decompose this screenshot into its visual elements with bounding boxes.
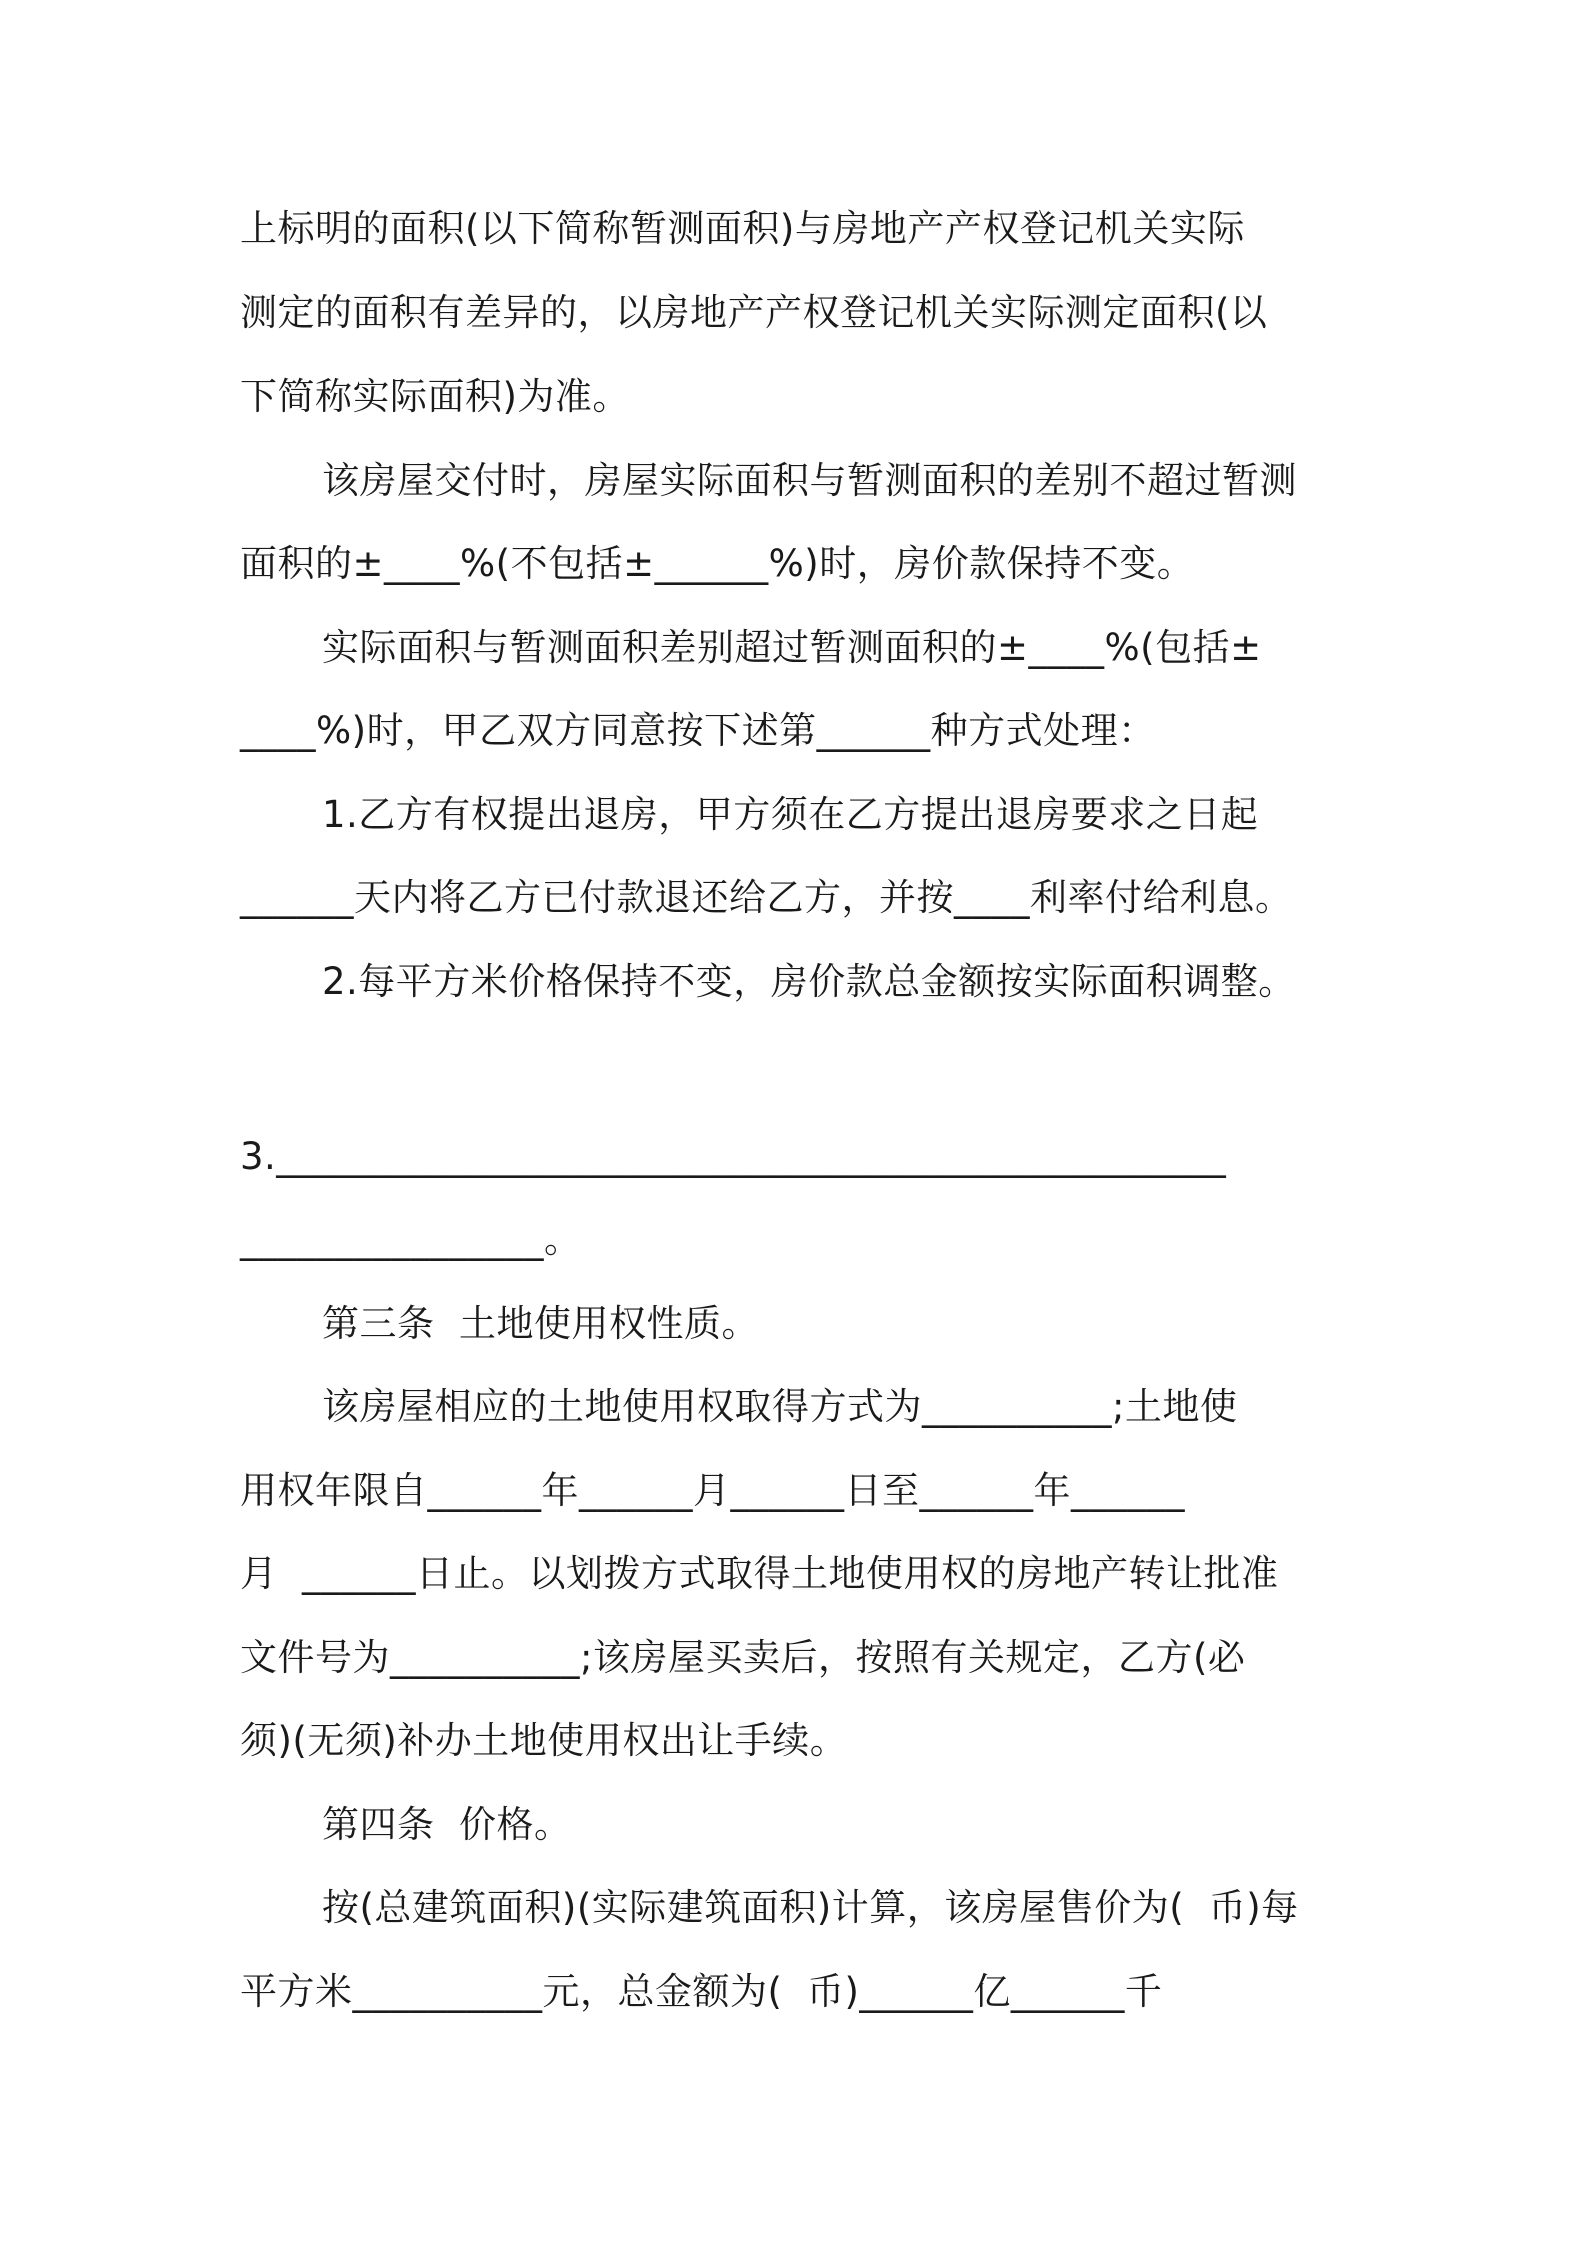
paragraph-line: 上标明的面积(以下简称暂测面积)与房地产产权登记机关实际 — [240, 207, 1245, 250]
list-item-3: 3.__________________________________________________ — [240, 1135, 1227, 1178]
list-item-1: 1.乙方有权提出退房，甲方须在乙方提出退房要求之日起 — [322, 793, 1259, 836]
paragraph-line: 下简称实际面积)为准。 — [240, 375, 630, 418]
paragraph-line: 该房屋交付时，房屋实际面积与暂测面积的差别不超过暂测 — [322, 459, 1297, 502]
article-heading: 第四条 价格。 — [322, 1803, 572, 1846]
paragraph-line: 平方米__________元，总金额为( 币)______亿______千 — [240, 1970, 1163, 2013]
paragraph-line: 月 ______日止。以划拨方式取得土地使用权的房地产转让批准 — [240, 1552, 1279, 1595]
paragraph-line: 文件号为__________;该房屋买卖后，按照有关规定，乙方(必 — [240, 1636, 1246, 1679]
paragraph-line: ____%)时，甲乙双方同意按下述第______种方式处理： — [240, 709, 1156, 752]
paragraph-line: 须)(无须)补办土地使用权出让手续。 — [240, 1719, 848, 1762]
paragraph-line: 测定的面积有差异的，以房地产产权登记机关实际测定面积(以 — [240, 291, 1268, 334]
paragraph-line: ________________。 — [240, 1218, 582, 1261]
paragraph-line: 面积的±____%(不包括±______%)时，房价款保持不变。 — [240, 542, 1195, 585]
list-item-2: 2.每平方米价格保持不变，房价款总金额按实际面积调整。 — [322, 960, 1296, 1003]
paragraph-line: ______天内将乙方已付款退还给乙方，并按____利率付给利息。 — [240, 876, 1293, 919]
paragraph-line: 实际面积与暂测面积差别超过暂测面积的±____%(包括± — [322, 626, 1262, 669]
paragraph-line: 该房屋相应的土地使用权取得方式为__________;土地使 — [322, 1385, 1238, 1428]
paragraph-line: 按(总建筑面积)(实际建筑面积)计算，该房屋售价为( 币)每 — [322, 1886, 1299, 1929]
article-heading: 第三条 土地使用权性质。 — [322, 1302, 760, 1345]
paragraph-line: 用权年限自______年______月______日至______年______ — [240, 1469, 1185, 1512]
